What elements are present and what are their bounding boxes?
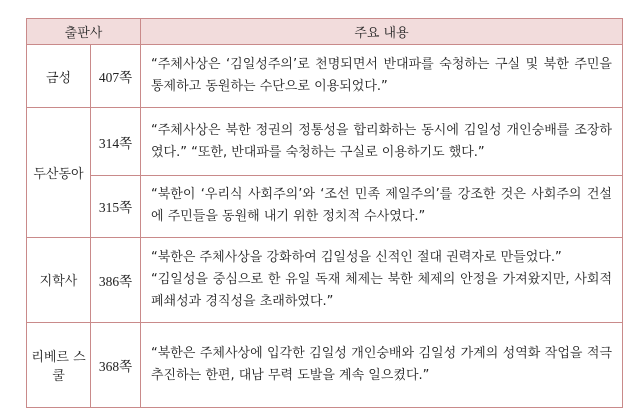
content-cell bbox=[141, 176, 623, 237]
table-row bbox=[27, 322, 623, 407]
quote-text: “북한은 주체사상을 강화하여 김일성을 신적인 절대 권력자로 만들었다.” bbox=[151, 249, 562, 265]
publisher-cell: 금성 bbox=[27, 45, 91, 108]
publisher-cell: 리베르 스쿨 bbox=[27, 322, 91, 407]
publisher-cell: 지학사 bbox=[27, 237, 91, 322]
content-cell bbox=[141, 108, 623, 176]
header-publisher: 출판사 bbox=[27, 19, 141, 45]
table-row bbox=[27, 237, 623, 322]
textbook-comparison-table bbox=[26, 18, 623, 408]
page-cell: 314쪽 bbox=[91, 108, 141, 176]
page-cell: 407쪽 bbox=[91, 45, 141, 108]
header-row bbox=[27, 19, 623, 45]
quote-text: “주체사상은 ‘김일성주의’로 천명되면서 반대파를 숙청하는 구실 및 북한 주민을 통제하고 동원하는 수단으로 이용되었다.” bbox=[151, 57, 612, 95]
page-cell: 368쪽 bbox=[91, 322, 141, 407]
publisher-cell: 두산동아 bbox=[27, 108, 91, 237]
page-cell: 315쪽 bbox=[91, 176, 141, 237]
header-content: 주요 내용 bbox=[141, 19, 623, 45]
page-cell: 386쪽 bbox=[91, 237, 141, 322]
quote-text: “북한은 주체사상에 입각한 김일성 개인숭배와 김일성 가계의 성역화 작업을 적극 추진하는 한편, 대남 무력 도발을 계속 일으켰다.” bbox=[151, 345, 612, 383]
quote-text: “주체사상은 북한 정권의 정통성을 합리화하는 동시에 김일성 개인숭배를 조장하였다.” “또한, 반대파를 숙청하는 구실로 이용하기도 했다.” bbox=[151, 122, 612, 160]
content-cell bbox=[141, 322, 623, 407]
content-cell bbox=[141, 237, 623, 322]
quote-text: “김일성을 중심으로 한 유일 독재 체제는 북한 체제의 안정을 가져왔지만, 사회적 폐쇄성과 경직성을 초래하였다.” bbox=[151, 271, 612, 309]
table-row bbox=[27, 45, 623, 108]
table-row bbox=[27, 108, 623, 176]
quote-text: “북한이 ‘우리식 사회주의’와 ‘조선 민족 제일주의’를 강조한 것은 사회주의 건설에 주민들을 동원해 내기 위한 정치적 수사였다.” bbox=[151, 187, 612, 225]
table-row bbox=[27, 176, 623, 237]
content-cell bbox=[141, 45, 623, 108]
